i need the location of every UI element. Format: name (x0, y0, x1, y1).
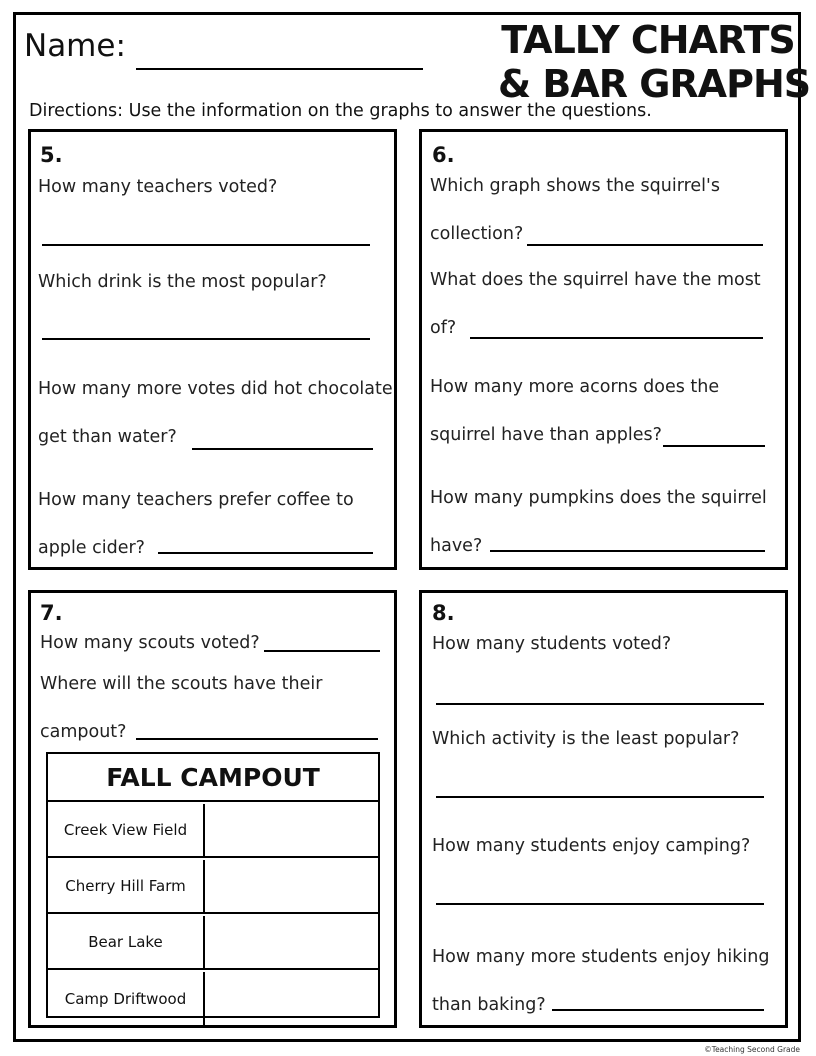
q8-answer-line-3[interactable] (436, 903, 764, 905)
q7-question-1: How many scouts voted? (40, 633, 260, 653)
name-label: Name: (24, 28, 126, 64)
q5-question-3b: get than water? (38, 427, 177, 447)
q5-question-3a: How many more votes did hot chocolate (38, 379, 393, 399)
q8-answer-line-1[interactable] (436, 703, 764, 705)
tally-cell[interactable] (205, 916, 378, 968)
q6-answer-line-3[interactable] (663, 445, 765, 447)
tally-row-label: Camp Driftwood (48, 972, 205, 1026)
q6-question-4b: have? (430, 536, 483, 556)
tally-cell[interactable] (205, 860, 378, 912)
q5-answer-line-2[interactable] (42, 338, 370, 340)
tally-row-label: Bear Lake (48, 916, 205, 968)
name-answer-line[interactable] (136, 68, 423, 70)
tally-cell[interactable] (205, 972, 378, 1026)
q7-answer-line-2[interactable] (136, 738, 378, 740)
q6-question-3a: How many more acorns does the (430, 377, 720, 397)
q8-answer-line-2[interactable] (436, 796, 764, 798)
q6-question-4a: How many pumpkins does the squirrel (430, 488, 767, 508)
q8-question-2: Which activity is the least popular? (432, 729, 740, 749)
q5-answer-line-1[interactable] (42, 244, 370, 246)
tally-cell[interactable] (205, 804, 378, 856)
q5-question-4a: How many teachers prefer coffee to (38, 490, 354, 510)
q8-question-4b: than baking? (432, 995, 546, 1015)
directions-text: Directions: Use the information on the graphs to answer the questions. (29, 101, 652, 121)
q8-question-3: How many students enjoy camping? (432, 836, 751, 856)
title-line-2: & BAR GRAPHS (498, 62, 811, 106)
q5-question-2: Which drink is the most popular? (38, 272, 327, 292)
q6-question-2a: What does the squirrel have the most (430, 270, 761, 290)
tally-table-title: FALL CAMPOUT (48, 754, 378, 802)
tally-row (48, 916, 378, 970)
title-line-1: TALLY CHARTS (501, 18, 795, 62)
fall-campout-tally-table (46, 752, 380, 1018)
tally-row-label: Cherry Hill Farm (48, 860, 205, 912)
copyright-text: ©Teaching Second Grade (704, 1045, 800, 1054)
q7-answer-line-1[interactable] (264, 650, 380, 652)
question-number-6: 6. (432, 143, 455, 167)
question-number-5: 5. (40, 143, 63, 167)
q8-question-1: How many students voted? (432, 634, 672, 654)
q8-answer-line-4[interactable] (552, 1009, 764, 1011)
q6-question-2b: of? (430, 318, 457, 338)
q7-question-2b: campout? (40, 722, 127, 742)
q6-answer-line-1[interactable] (527, 244, 763, 246)
question-number-8: 8. (432, 601, 455, 625)
q7-question-2a: Where will the scouts have their (40, 674, 323, 694)
page-title (498, 18, 811, 106)
q6-question-3b: squirrel have than apples? (430, 425, 662, 445)
q8-question-4a: How many more students enjoy hiking (432, 947, 770, 967)
q6-question-1a: Which graph shows the squirrel's (430, 176, 720, 196)
tally-row (48, 804, 378, 858)
q5-question-4b: apple cider? (38, 538, 145, 558)
tally-row (48, 860, 378, 914)
q6-answer-line-2[interactable] (470, 337, 763, 339)
q5-answer-line-3[interactable] (192, 448, 373, 450)
q5-question-1: How many teachers voted? (38, 177, 278, 197)
q5-answer-line-4[interactable] (158, 552, 373, 554)
tally-row-label: Creek View Field (48, 804, 205, 856)
q6-question-1b: collection? (430, 224, 524, 244)
question-number-7: 7. (40, 601, 63, 625)
q6-answer-line-4[interactable] (490, 550, 765, 552)
tally-row (48, 972, 378, 1026)
